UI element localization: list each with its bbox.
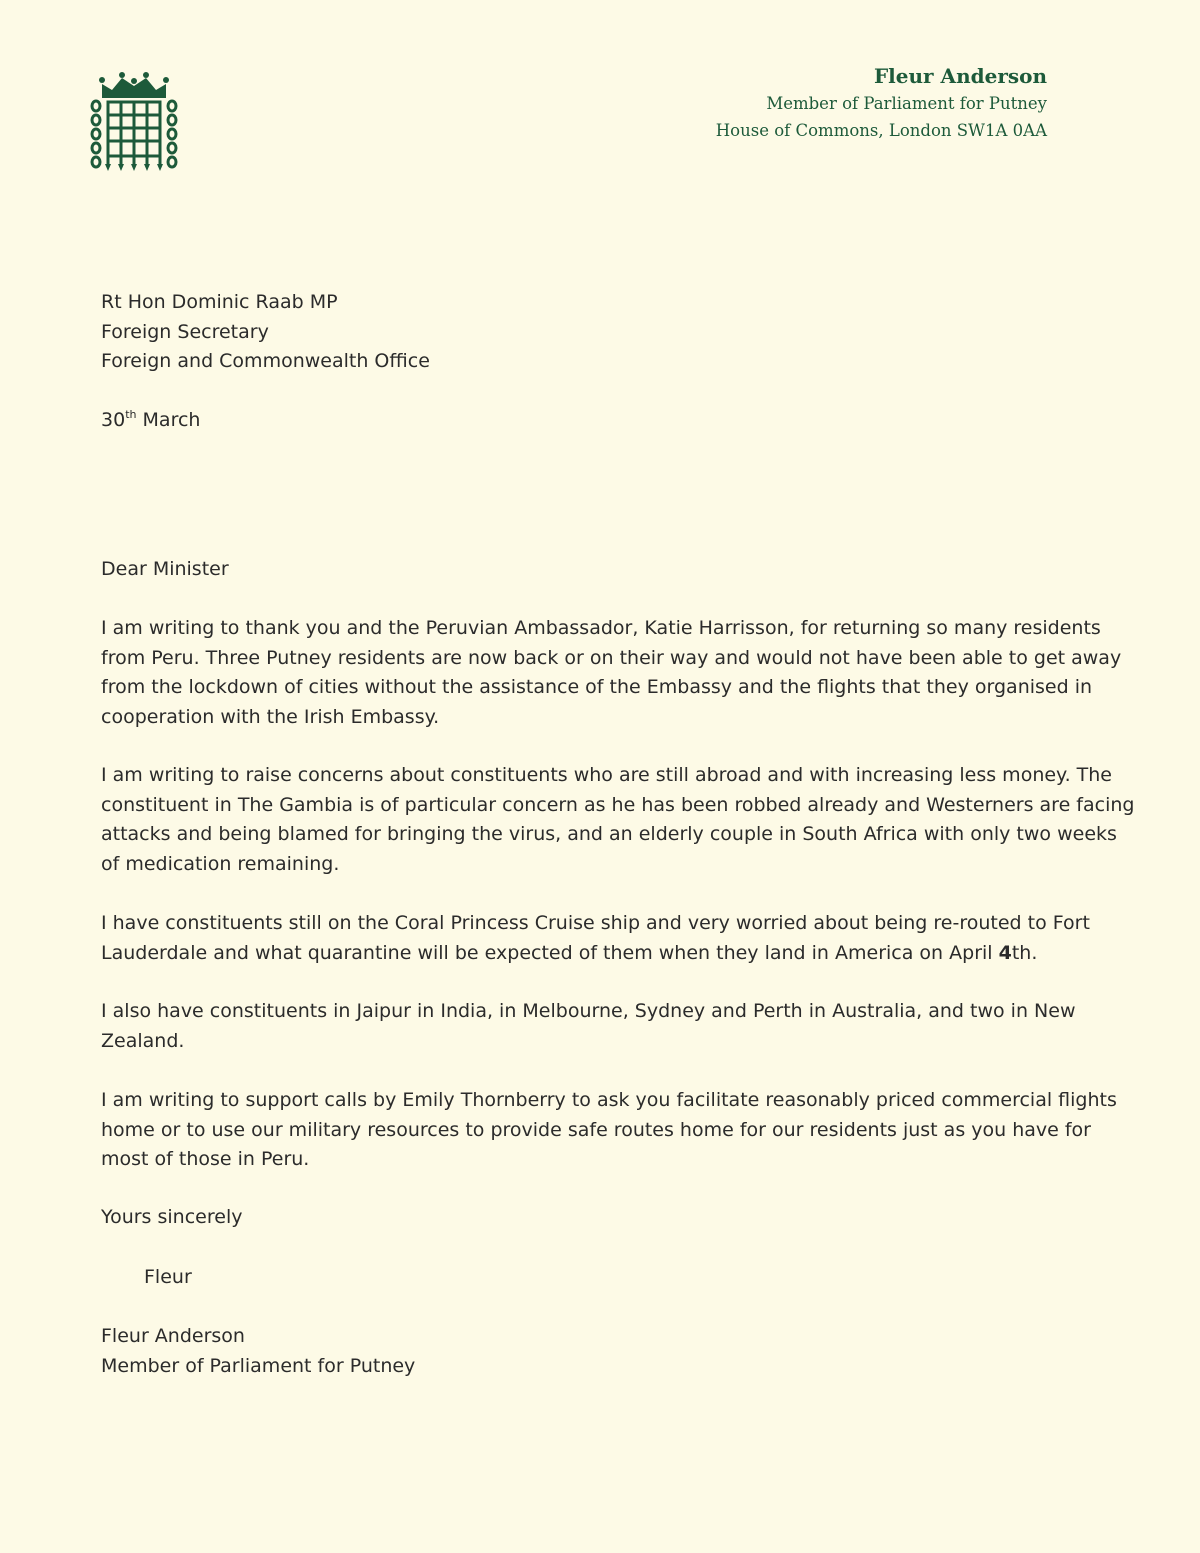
paragraph-line: of medication remaining. <box>101 852 340 875</box>
date-day: 30 <box>101 409 126 431</box>
paragraph-line: most of those in Peru. <box>101 1148 310 1170</box>
recipient-office: Foreign and Commonwealth Office <box>101 350 430 372</box>
paragraph-line: I am writing to raise concerns about constituents who are still abroad and with increasing less money. The <box>101 764 1112 786</box>
text-segment-bold: 4 <box>998 941 1012 964</box>
paragraph-3 <box>101 909 1171 968</box>
letterhead-address: House of Commons, London SW1A 0AA <box>715 121 1047 140</box>
paragraph-1 <box>101 614 1171 732</box>
text-segment: Lauderdale and what quarantine will be expected of them when they land in America on April <box>101 941 999 964</box>
text-segment: th. <box>1011 941 1038 964</box>
paragraph-line: I am writing to support calls by Emily Thornberry to ask you facilitate reasonably priced commercial flights <box>101 1089 1117 1111</box>
sender-block <box>101 1322 1171 1381</box>
paragraph-line <box>101 939 1171 969</box>
paragraph-2 <box>101 761 1171 879</box>
letterhead <box>716 62 1047 144</box>
portcullis-crown-icon <box>88 70 180 172</box>
sender-name: Fleur Anderson <box>101 1325 245 1347</box>
paragraph-line: from Peru. Three Putney residents are now back or on their way and would not have been able to get away <box>101 646 1122 669</box>
paragraph-5 <box>101 1086 1171 1175</box>
paragraph-line: I have constituents still on the Coral Princess Cruise ship and very worried about being re-routed to Fort <box>101 912 1090 934</box>
letterhead-name: Fleur Anderson <box>873 64 1047 88</box>
paragraph-line: home or to use our military resources to provide safe routes home for our residents just as you have for <box>101 1118 1091 1141</box>
salutation: Dear Minister <box>101 558 229 580</box>
paragraph-line: attacks and being blamed for bringing the virus, and an elderly couple in South Africa with only two weeks <box>101 823 1117 845</box>
recipient-role: Foreign Secretary <box>101 320 269 343</box>
letterhead-title: Member of Parliament for Putney <box>766 94 1047 113</box>
recipient-name: Rt Hon Dominic Raab MP <box>101 291 338 313</box>
paragraph-line: from the lockdown of cities without the assistance of the Embassy and the flights that they organised in <box>101 676 1093 698</box>
date-suffix: th <box>125 408 137 421</box>
letter-date <box>101 406 1171 436</box>
signature: Fleur <box>144 1266 192 1288</box>
paragraph-line: Zealand. <box>101 1029 185 1052</box>
sender-title: Member of Parliament for Putney <box>101 1354 416 1377</box>
paragraph-4 <box>101 997 1171 1056</box>
paragraph-line: cooperation with the Irish Embassy. <box>101 705 440 728</box>
closing: Yours sincerely <box>101 1206 243 1228</box>
paragraph-line: I also have constituents in Jaipur in India, in Melbourne, Sydney and Perth in Australia, and two in New <box>101 1000 1076 1022</box>
recipient-block <box>101 288 1171 377</box>
paragraph-line: I am writing to thank you and the Peruvian Ambassador, Katie Harrisson, for returning so many residents <box>101 617 1101 639</box>
paragraph-line: constituent in The Gambia is of particular concern as he has been robbed already and Westerners are facing <box>101 793 1135 816</box>
date-month: March <box>142 409 201 431</box>
